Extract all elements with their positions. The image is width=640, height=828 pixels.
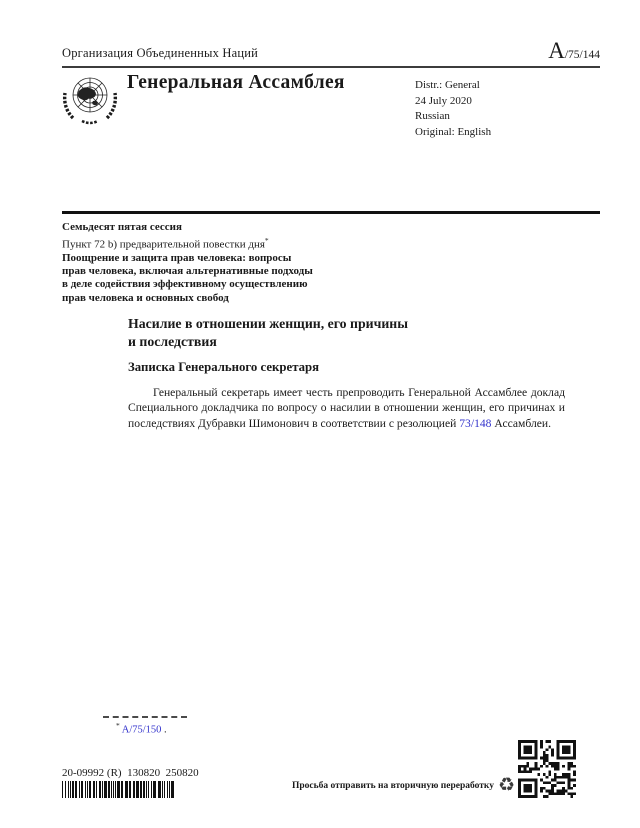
barcode-icon (62, 781, 174, 798)
masthead-title: Генеральная Ассамблея (127, 72, 345, 93)
original-language-line: Original: English (415, 125, 492, 138)
masthead-rule (62, 211, 600, 214)
agenda-title-line: в деле содействия эффективному осуществлению (62, 278, 308, 291)
footnote-document-link[interactable]: A/75/150 (121, 724, 162, 736)
footnote-marker: * (264, 236, 269, 246)
job-number: 20-09992 (R) 130820 250820 (62, 767, 199, 779)
un-emblem-icon (60, 70, 120, 130)
agenda-item: Пункт 72 b) предварительной повестки дня* (62, 236, 269, 251)
document-subtitle: Записка Генерального секретаря (128, 360, 320, 374)
document-title: Насилие в отношении женщин, его причины и последствия (128, 316, 409, 349)
session-title: Семьдесят пятая сессия (62, 221, 182, 233)
recycle-icon: ♻ (498, 775, 516, 796)
org-name: Организация Объединенных Наций (62, 46, 259, 60)
agenda-title-line: Поощрение и защита прав человека: вопросы (62, 252, 292, 265)
footnote-marker: * (116, 721, 120, 730)
agenda-title-line: прав человека, включая альтернативные подходы (62, 265, 313, 278)
footnote-separator (103, 716, 187, 718)
date-line: 24 July 2020 (415, 94, 472, 107)
doc-symbol-suffix: /75/144 (564, 49, 600, 61)
recycle-text: Просьба отправить на вторичную переработку (292, 780, 494, 791)
recycle-notice (292, 776, 522, 795)
distribution-block (415, 78, 491, 140)
agenda-title-line: прав человека и основных свобод (62, 291, 229, 304)
language-line: Russian (415, 110, 450, 123)
body-paragraph: Генеральный секретарь имеет честь препроводить Генеральной Ассамблее доклад Специального докладчика по вопросу о насилии в отношении женщин, его причинах и последствиях Дубравки Шимонович в соответствии с резолюцией 73/148 Ассамблеи. (128, 386, 565, 430)
qr-code-icon (518, 740, 576, 798)
distr-line: Distr.: General (415, 79, 480, 91)
resolution-link[interactable]: 73/148 (459, 416, 492, 430)
header-rule (62, 66, 600, 68)
document-symbol (548, 38, 600, 64)
doc-symbol-prefix: A (548, 38, 565, 63)
footnote: * A/75/150 . (116, 721, 167, 736)
session-block (62, 221, 313, 305)
